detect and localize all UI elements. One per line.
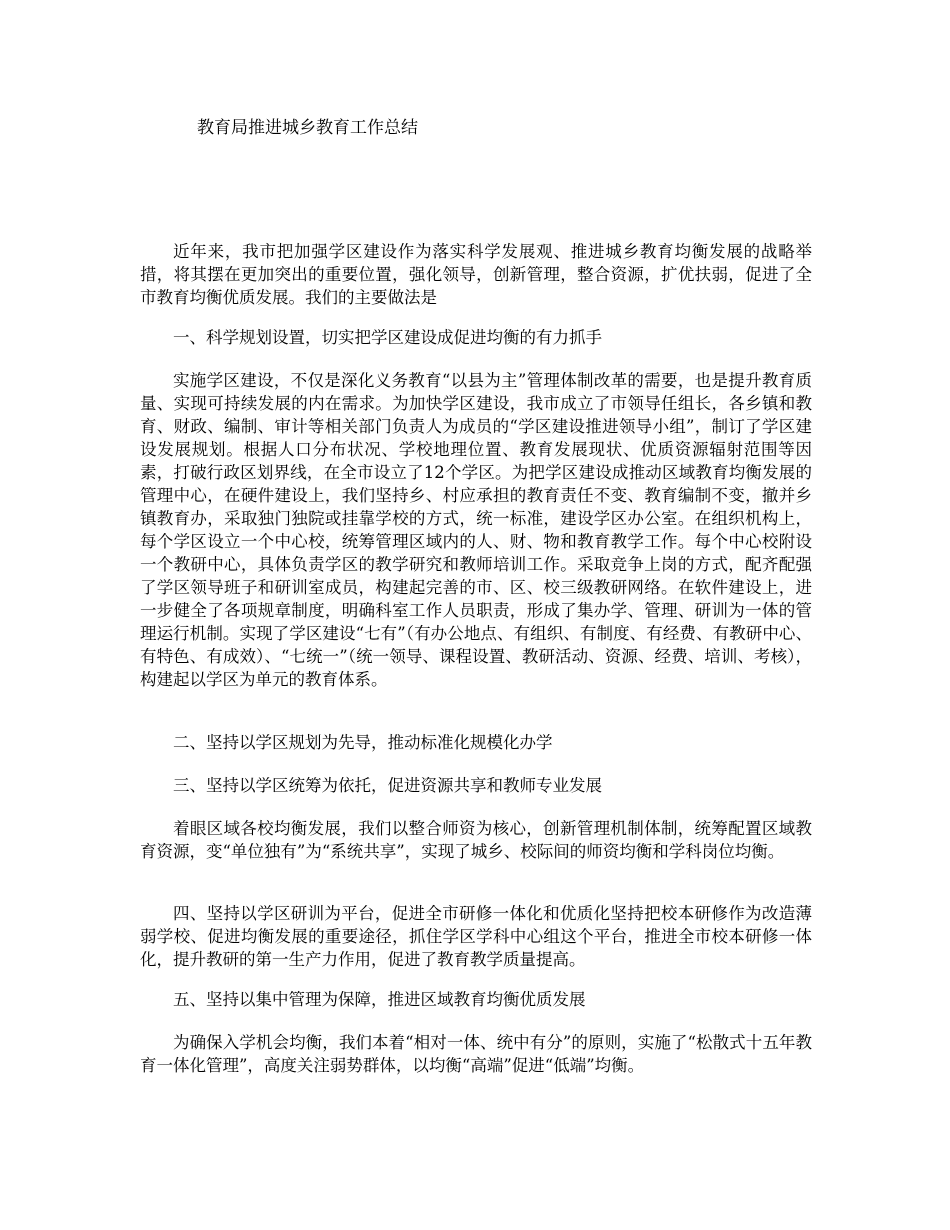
section-heading-3: 三、坚持以学区统筹为依托，促进资源共享和教师专业发展 [173,776,602,795]
section-body-3: 着眼区域各校均衡发展，我们以整合师资为核心，创新管理机制体制，统筹配置区域教育资源，变“单位独有”为“系统共享”，实现了城乡、校际间的师资均衡和学科岗位均衡。 [140,819,812,861]
section-body-5: 为确保入学机会均衡，我们本着“相对一体、统中有分”的原则，实施了“松散式十五年教育一体化管理”，高度关注弱势群体，以均衡“高端”促进“低端”均衡。 [140,1033,812,1075]
intro-paragraph: 近年来，我市把加强学区建设作为落实科学发展观、推进城乡教育均衡发展的战略举措，将其摆在更加突出的重要位置，强化领导，创新管理，整合资源，扩优扶弱，促进了全市教育均衡优质发展。我们的主要做法是 [140,242,812,307]
section-heading-2: 二、坚持以学区规划为先导，推动标准化规模化办学 [173,733,553,752]
section-paragraph-4: 四、坚持以学区研训为平台，促进全市研修一体化和优质化坚持把校本研修作为改造薄弱学校、促进均衡发展的重要途径，抓住学区学科中心组这个平台，推进全市校本研修一体化，提升教研的第一生产力作用，促进了教育教学质量提高。 [140,904,812,969]
section-heading-1: 一、科学规划设置，切实把学区建设成促进均衡的有力抓手 [173,328,602,347]
section-body-1: 实施学区建设，不仅是深化义务教育“以县为主”管理体制改革的需要，也是提升教育质量、实现可持续发展的内在需求。为加快学区建设，我市成立了市领导任组长，各乡镇和教育、财政、编制、审计等相关部门负责人为成员的“学区建设推进领导小组”，制订了学区建设发展规划。根据人口分布状况、学校地理位置、教育发展现状、优质资源辐射范围等因素，打破行政区划界线，在全市设立了12个学区。为把学区建设成推动区域教育均衡发展的管理中心，在硬件建设上，我们坚持乡、村应承担的教育责任不变、教育编制不变，撤并乡镇教育办，采取独门独院或挂靠学校的方式，统一标准，建设学区办公室。在组织机构上，每个学区设立一个中心校，统筹管理区域内的人、财、物和教育教学工作。每个中心校附设一个教研中心，具体负责学区的教学研究和教师培训工作。采取竞争上岗的方式，配齐配强了学区领导班子和研训室成员，构建起完善的市、区、校三级教研网络。在软件建设上，进一步健全了各项规章制度，明确科室工作人员职责，形成了集办学、管理、研训为一体的管理运行机制。实现了学区建设“七有”（有办公地点、有组织、有制度、有经费、有教研中心、有特色、有成效）、“七统一”（统一领导、课程设置、教研活动、资源、经费、培训、考核），构建起以学区为单元的教育体系。 [140,371,812,689]
document-title: 教育局推进城乡教育工作总结 [197,118,418,138]
section-heading-5: 五、坚持以集中管理为保障，推进区域教育均衡优质发展 [173,990,586,1009]
